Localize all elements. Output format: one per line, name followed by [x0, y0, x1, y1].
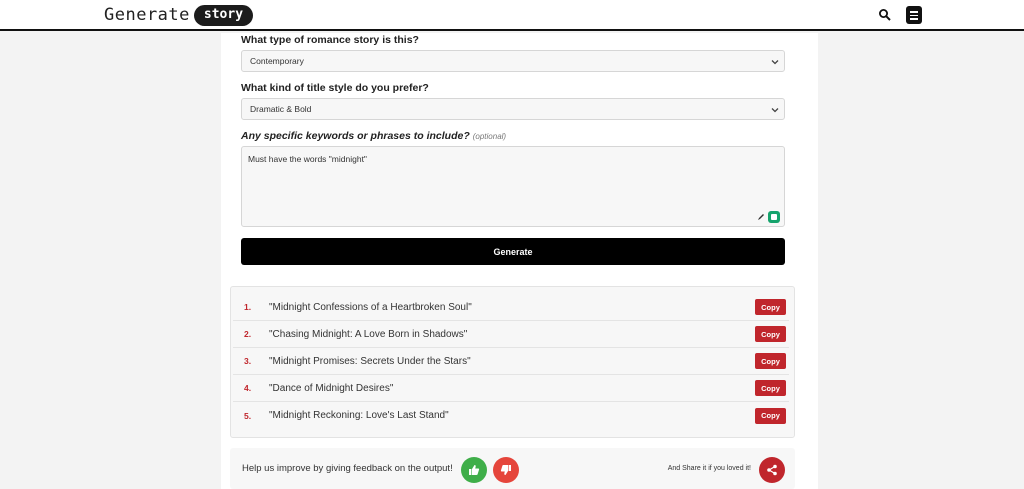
textarea-tools: [757, 211, 780, 223]
share-icon: [766, 464, 778, 476]
result-title: "Midnight Promises: Secrets Under the Stars": [269, 355, 471, 367]
logo-text: Generate: [104, 5, 190, 25]
title-style-value: Dramatic & Bold: [250, 104, 312, 114]
keywords-textarea[interactable]: [241, 146, 785, 227]
result-row: [233, 321, 789, 348]
romance-type-label: What type of romance story is this?: [241, 34, 419, 46]
result-title: "Midnight Reckoning: Love's Last Stand": [269, 410, 449, 421]
share-text: And Share it if you loved it!: [667, 465, 751, 472]
result-title: "Dance of Midnight Desires": [269, 382, 394, 394]
result-row: [233, 375, 789, 402]
romance-type-select[interactable]: [241, 50, 785, 72]
search-icon[interactable]: [878, 8, 892, 22]
result-title: "Chasing Midnight: A Love Born in Shadows": [269, 328, 468, 340]
thumbs-down-icon: [500, 464, 512, 476]
keywords-value: Must have the words "midnight": [248, 154, 367, 164]
copy-button[interactable]: Copy: [755, 353, 786, 369]
keywords-label-text: Any specific keywords or phrases to include?: [241, 130, 470, 142]
title-style-label: What kind of title style do you prefer?: [241, 82, 429, 94]
result-number: 4.: [244, 383, 252, 393]
thumbs-down-button[interactable]: [493, 457, 519, 483]
share-button[interactable]: [759, 457, 785, 483]
generate-button[interactable]: Generate: [241, 238, 785, 265]
thumbs-up-button[interactable]: [461, 457, 487, 483]
copy-button[interactable]: Copy: [755, 408, 786, 424]
feedback-prompt: Help us improve by giving feedback on the output!: [242, 463, 453, 474]
logo-badge: story: [194, 5, 253, 26]
copy-button[interactable]: Copy: [755, 299, 786, 315]
result-title: "Midnight Confessions of a Heartbroken Soul": [269, 301, 472, 313]
result-number: 5.: [244, 410, 252, 421]
romance-type-value: Contemporary: [250, 56, 304, 66]
chevron-down-icon: [771, 106, 779, 114]
top-bar: [0, 0, 1024, 31]
grammarly-icon[interactable]: [768, 211, 780, 223]
copy-button[interactable]: Copy: [755, 380, 786, 396]
result-row: [233, 294, 789, 321]
keywords-label: [241, 130, 506, 142]
thumbs-up-icon: [468, 464, 480, 476]
feedback-bar: [230, 448, 795, 489]
result-number: 2.: [244, 329, 252, 339]
logo[interactable]: [104, 4, 253, 26]
result-number: 1.: [244, 302, 252, 312]
menu-icon[interactable]: [906, 6, 922, 24]
result-row: [233, 402, 789, 429]
pen-icon[interactable]: [757, 213, 765, 221]
title-style-select[interactable]: [241, 98, 785, 120]
result-row: [233, 348, 789, 375]
optional-note: (optional): [472, 132, 507, 141]
copy-button[interactable]: Copy: [755, 326, 786, 342]
chevron-down-icon: [771, 58, 779, 66]
result-number: 3.: [244, 356, 252, 366]
